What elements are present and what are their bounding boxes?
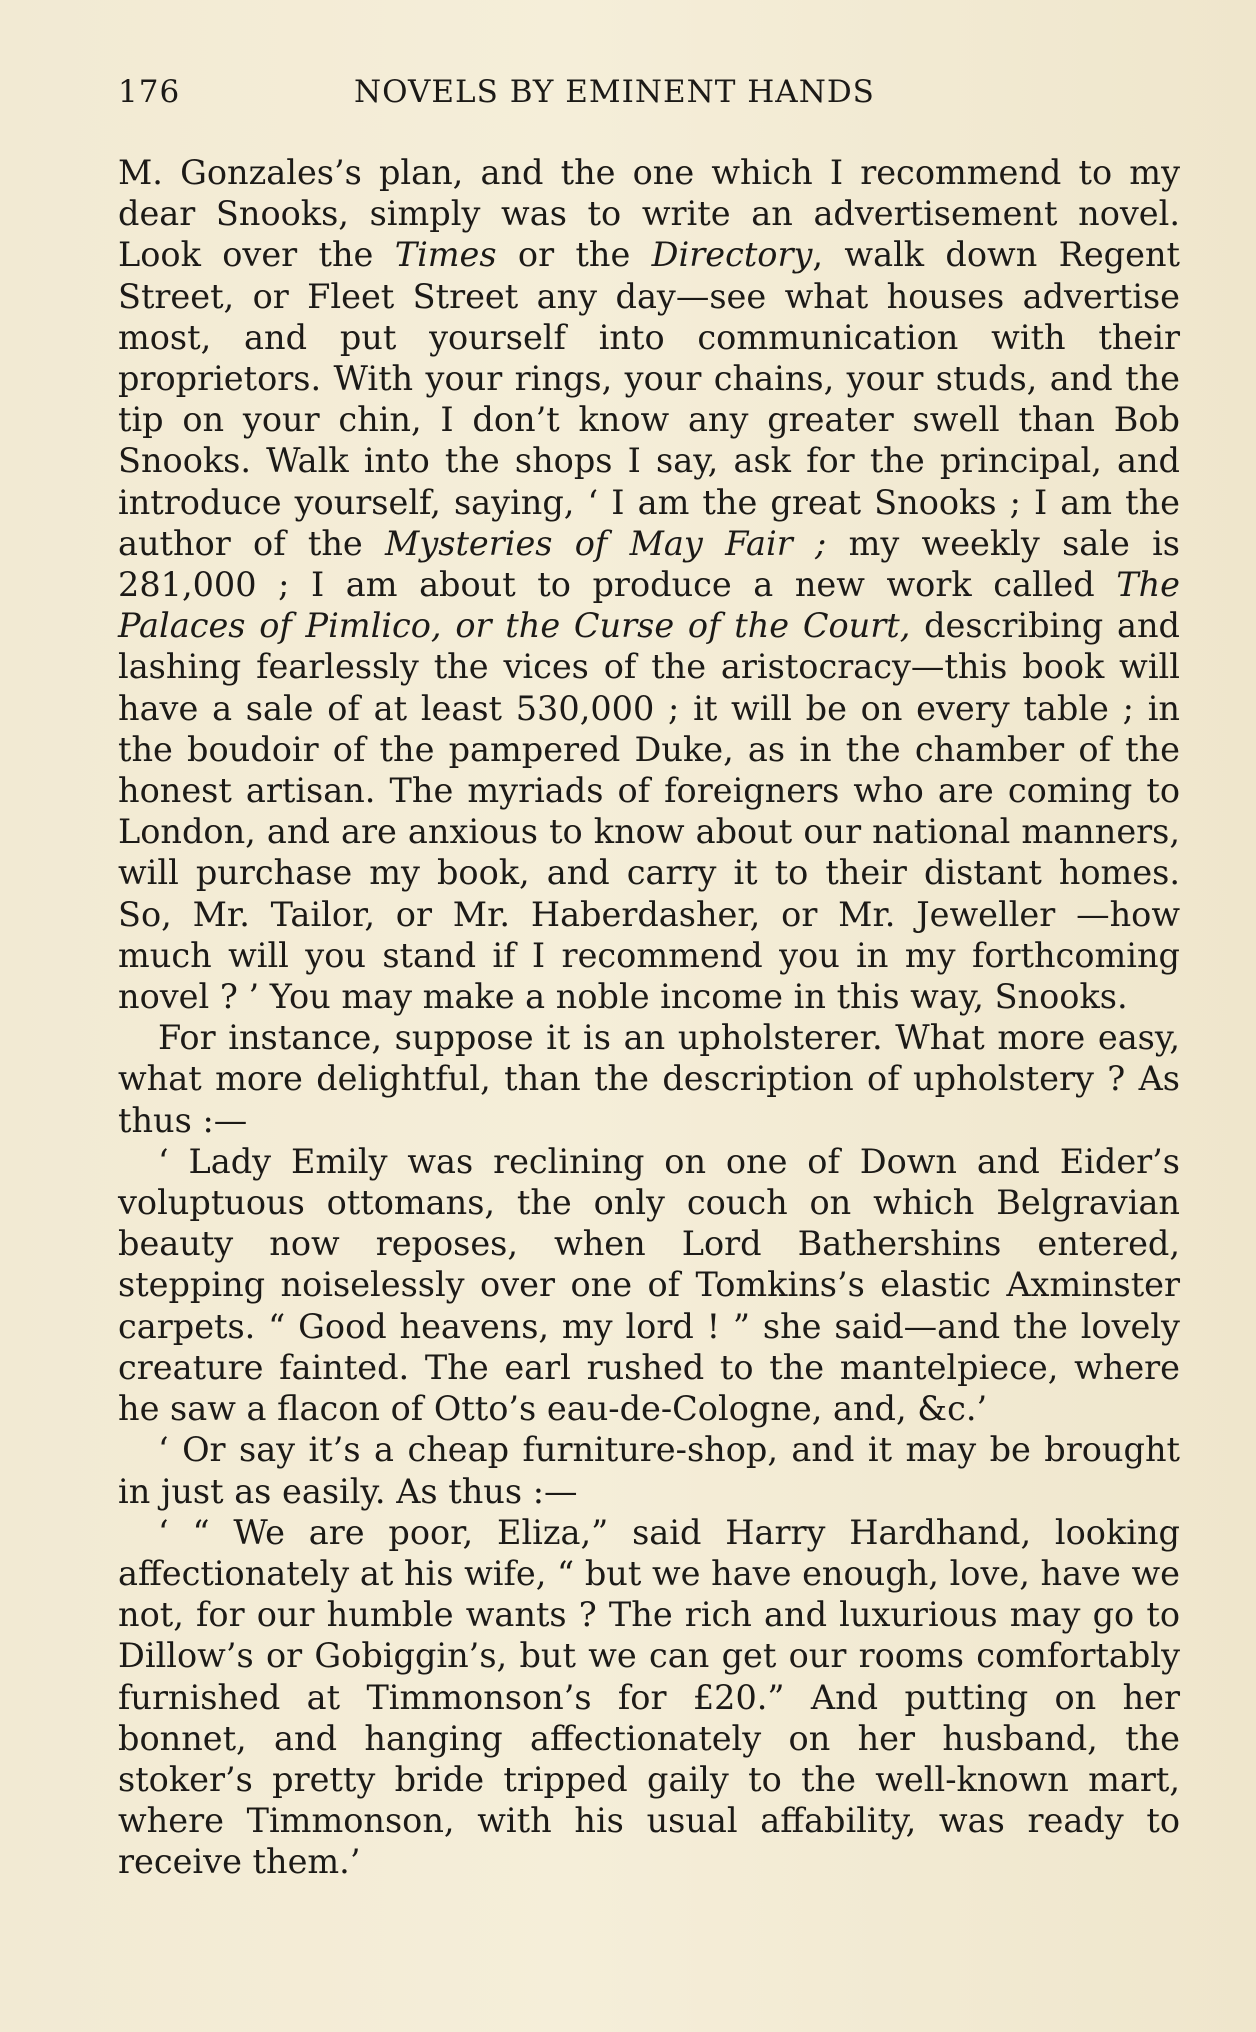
page-header bbox=[118, 64, 1180, 122]
italic-title: Mysteries of May Fair ; bbox=[385, 523, 827, 563]
italic-title: Times bbox=[394, 235, 497, 275]
paragraph: M. Gonzales’s plan, and the one which I recommend to my dear Snooks, simply was to write an advertisement novel. Look over the Times or the Directory, walk down Regent Street, or Fleet Street any day—see what houses advertise most, and put yourself into communication with their proprietors. With your rings, your chains, your studs, and the tip on your chin, I don’t know any greater swell than Bob Snooks. Walk into the shops I say, ask for the principal, and introduce yourself, saying, ‘ I am the great Snooks ; I am the author of the Mysteries of May Fair ; my weekly sale is 281,000 ; I am about to produce a new work called The Palaces of Pimlico, or the Curse of the Court, describing and lashing fearlessly the vices of the aristocracy—this book will have a sale of at least 530,000 ; it will be on every table ; in the boudoir of the pampered Duke, as in the chamber of the honest artisan. The myriads of foreigners who are coming to London, and are anxious to know about our national manners, will purchase my book, and carry it to their distant homes. So, Mr. Tailor, or Mr. Haberdasher, or Mr. Jeweller —how much will you stand if I recommend you in my forthcoming novel ? ’ You may make a noble income in this way, Snooks. bbox=[118, 153, 1180, 1017]
running-title: NOVELS BY EMINENT HANDS bbox=[354, 74, 875, 110]
body-text bbox=[118, 152, 1180, 1883]
paragraph: ‘ “ We are poor, Eliza,” said Harry Hardhand, looking affectionately at his wife, “ but we have enough, love, have we not, for our humble wants ? The rich and luxurious may go to Dillow’s or Gobiggin’s, but we can get our rooms comfortably furnished at Timmonson’s for £20.” And putting on her bonnet, and hanging affectionately on her husband, the stoker’s pretty bride tripped gaily to the well-known mart, where Timmonson, with his usual affability, was ready to receive them.’ bbox=[118, 1512, 1180, 1882]
italic-title: The Palaces of Pimlico, or the Curse of the Court, bbox=[118, 565, 1180, 646]
paragraph: ‘ Lady Emily was reclining on one of Down and Eider’s voluptuous ottomans, the only couch on which Belgravian beauty now reposes, when Lord Bathershins entered, stepping noiselessly over one of Tomkins’s elastic Axminster carpets. “ Good heavens, my lord ! ” she said—and the lovely creature fainted. The earl rushed to the mantelpiece, where he saw a flacon of Otto’s eau-de-Cologne, and, &c.’ bbox=[118, 1141, 1180, 1429]
paragraph: ‘ Or say it’s a cheap furniture-shop, and it may be brought in just as easily. As thus :— bbox=[118, 1430, 1180, 1511]
page-number: 176 bbox=[118, 74, 181, 110]
italic-title: Directory bbox=[651, 235, 813, 275]
book-page bbox=[118, 64, 1180, 1883]
paragraph: For instance, suppose it is an upholsterer. What more easy, what more delightful, than the description of upholstery ? As thus :— bbox=[118, 1018, 1180, 1140]
